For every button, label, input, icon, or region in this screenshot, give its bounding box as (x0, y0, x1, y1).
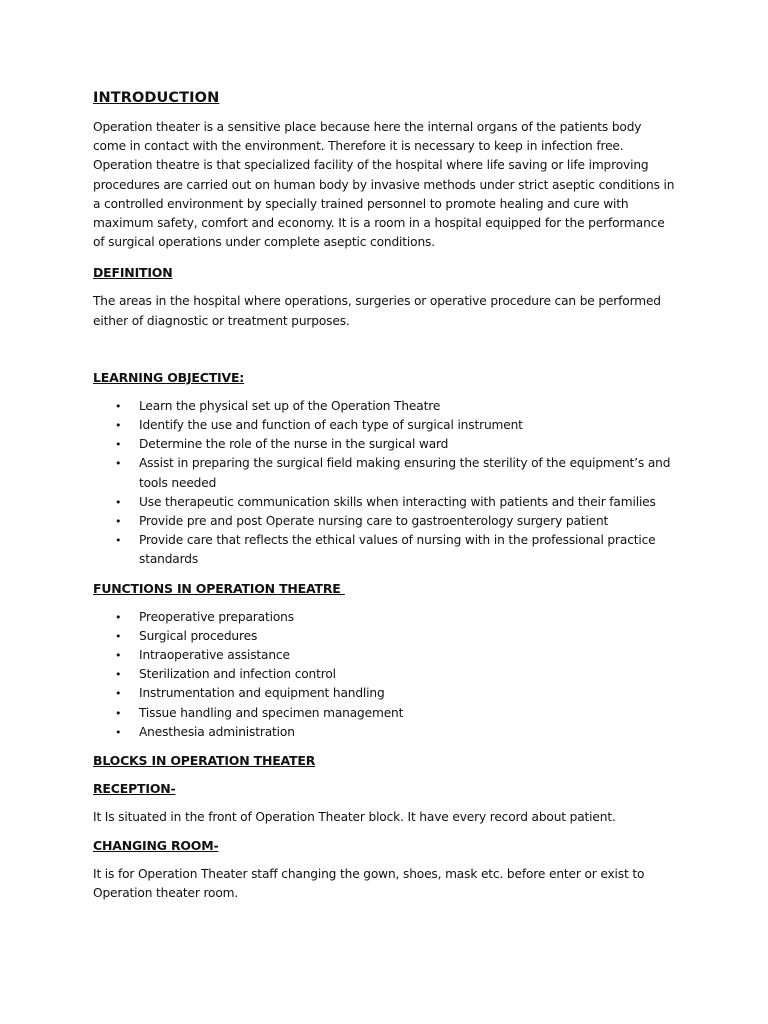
bullet-icon: • (115, 668, 122, 682)
list-item: • Identify the use and function of each type of surgical instrument (93, 416, 678, 435)
list-item: • Use therapeutic communication skills when interacting with patients and their families (93, 493, 678, 512)
bullet-icon: • (115, 610, 122, 624)
definition-heading: DEFINITION (93, 265, 173, 281)
bullet-icon: • (115, 457, 122, 471)
document-page (93, 88, 678, 904)
list-item: • Learn the physical set up of the Operation Theatre (93, 397, 678, 416)
list-item: • Tissue handling and specimen management (93, 704, 678, 723)
bullet-icon: • (115, 725, 122, 739)
learning-objective-list (93, 397, 678, 570)
list-item: • Determine the role of the nurse in the surgical ward (93, 435, 678, 454)
list-item: • Provide pre and post Operate nursing care to gastroenterology surgery patient (93, 512, 678, 531)
list-item: • Surgical procedures (93, 627, 678, 646)
list-item: • Sterilization and infection control (93, 665, 678, 684)
blocks-heading: BLOCKS IN OPERATION THEATER (93, 753, 316, 769)
functions-list (93, 608, 678, 742)
reception-paragraph: It Is situated in the front of Operation Theater block. It have every record about patient. (93, 810, 616, 825)
bullet-icon: • (115, 687, 122, 701)
list-item: • Preoperative preparations (93, 608, 678, 627)
functions-heading: FUNCTIONS IN OPERATION THEATRE (93, 580, 345, 596)
list-item: • Assist in preparing the surgical field making ensuring the sterility of the equipment’s and tools needed (115, 456, 671, 490)
changing-room-paragraph: It is for Operation Theater staff changing the gown, shoes, mask etc. before enter or exist to Operation theater room. (93, 867, 645, 901)
list-item: • Instrumentation and equipment handling (93, 684, 678, 703)
list-item: • Anesthesia administration (93, 723, 678, 742)
bullet-icon: • (115, 399, 122, 413)
reception-heading: RECEPTION- (93, 781, 176, 797)
bullet-icon: • (115, 629, 122, 643)
introduction-paragraph: Operation theater is a sensitive place because here the internal organs of the patients body come in contact with the environment. Therefore it is necessary to keep in infection free. Operation theatre is that specialized facility of the hospital where life saving or life improving procedures are carried out on human body by invasive methods under strict aseptic conditions in a controlled environment by specially trained personnel to promote healing and cure with maximum safety, comfort and economy. It is a room in a hospital equipped for the performance of surgical operations under complete aseptic conditions. (93, 120, 675, 250)
list-item: • Intraoperative assistance (93, 646, 678, 665)
changing-room-heading: CHANGING ROOM- (93, 838, 219, 854)
bullet-icon: • (115, 438, 122, 452)
bullet-icon: • (115, 706, 122, 720)
bullet-icon: • (115, 419, 122, 433)
learning-objective-heading: LEARNING OBJECTIVE: (93, 369, 245, 385)
bullet-icon: • (115, 649, 122, 663)
bullet-icon: • (115, 534, 122, 548)
bullet-icon: • (115, 495, 122, 509)
introduction-heading: INTRODUCTION (93, 90, 220, 106)
bullet-icon: • (115, 515, 122, 529)
list-item: • Provide care that reflects the ethical values of nursing with in the professional practice standards (115, 533, 656, 567)
definition-paragraph: The areas in the hospital where operations, surgeries or operative procedure can be performed either of diagnostic or treatment purposes. (93, 294, 661, 328)
